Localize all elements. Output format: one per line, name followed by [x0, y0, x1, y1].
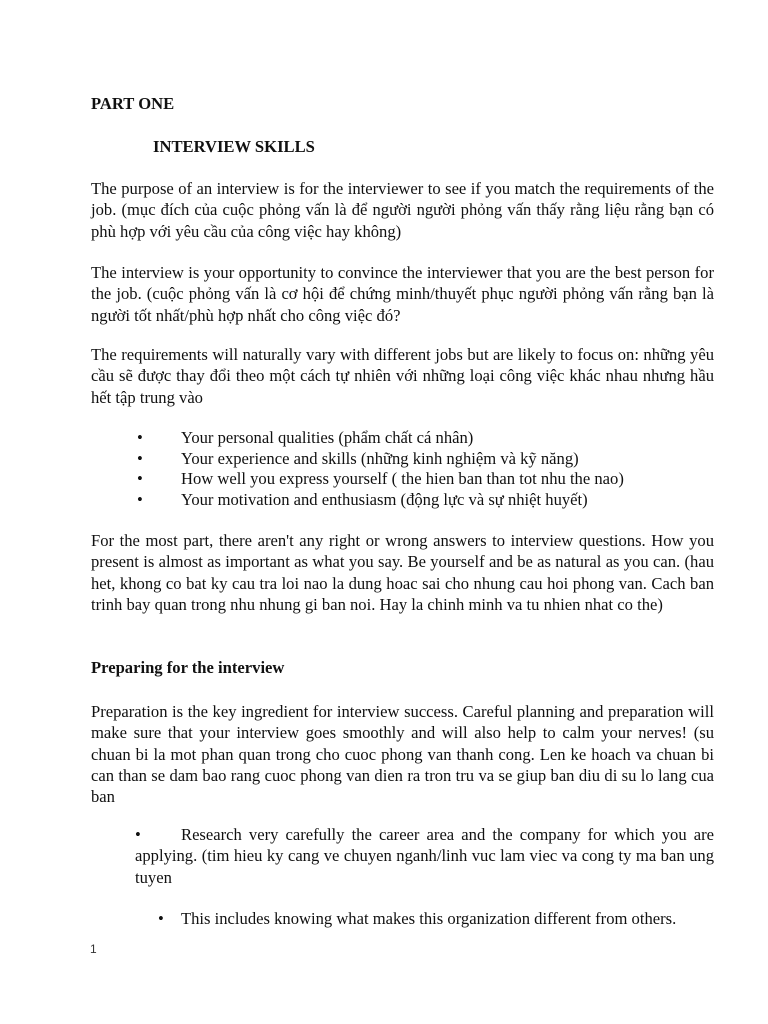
list-item [91, 449, 714, 470]
paragraph-preparation: Preparation is the key ingredient for interview success. Careful planning and preparation will make sure that your interview goes smoothly and will also help to calm your nerves! (su chuan bi la mot phan quan trong cho cuoc phong van thanh cong. Len ke hoach va chuan bi can than se dam bao rang cuoc phong van dien ra tron tru va se giup ban diu di su lo lang cua ban [91, 702, 714, 807]
paragraph-purpose: The purpose of an interview is for the interviewer to see if you match the requirements of the job. (mục đích của cuộc phỏng vấn là để người người phỏng vấn thấy rằng liệu rằng bạn có phù hợp với yêu cầu của công việc hay không) [91, 179, 714, 241]
paragraph-requirements: The requirements will naturally vary with different jobs but are likely to focus on: những yêu cầu sẽ được thay đổi theo một cách tự nhiên với những loại công việc khác nhau nhưng hầu hết tập trung vào [91, 345, 714, 407]
page-number: 1 [90, 942, 97, 956]
focus-list [91, 428, 714, 510]
part-title: PART ONE [91, 94, 175, 113]
bullet-icon: • [158, 909, 164, 928]
bullet-icon: • [137, 448, 143, 468]
bullet-icon: • [135, 825, 141, 844]
research-sub-bullet [158, 908, 718, 929]
research-bullet-text: Research very carefully the career area and the company for which you are applying. (tim hieu ky cang ve chuyen nganh/linh vuc lam viec va cong ty ma ban ung tuyen [135, 825, 714, 887]
list-item-text: Your motivation and enthusiasm (động lực và sự nhiệt huyết) [181, 489, 588, 509]
list-item-text: Your experience and skills (những kinh nghiệm và kỹ năng) [181, 448, 579, 468]
list-item [91, 469, 714, 490]
bullet-icon: • [137, 428, 143, 447]
list-item-text: How well you express yourself ( the hien ban than tot nhu the nao) [181, 469, 624, 488]
bullet-icon: • [137, 489, 143, 509]
list-item-text: Your personal qualities (phẩm chất cá nhân) [181, 428, 474, 447]
paragraph-answers: For the most part, there aren't any right or wrong answers to interview questions. How you present is almost as important as what you say. Be yourself and be as natural as you can. (hau het, khong co bat ky cau tra loi nao la dung hoac sai cho nhung cau hoi phong van. Cach ban trinh bay quan trong nhu nhung gi ban noi. Hay la chinh minh va tu nhien nhat co the) [91, 531, 714, 614]
list-item [91, 490, 714, 511]
section-title: INTERVIEW SKILLS [153, 137, 315, 156]
preparing-heading: Preparing for the interview [91, 658, 285, 677]
list-item [91, 428, 714, 449]
research-bullet [135, 824, 714, 888]
research-sub-bullet-text: This includes knowing what makes this organization different from others. [181, 909, 677, 928]
bullet-icon: • [137, 469, 143, 488]
paragraph-opportunity: The interview is your opportunity to convince the interviewer that you are the best person for the job. (cuộc phỏng vấn là cơ hội để chứng minh/thuyết phục người phỏng vấn rằng bạn là người tốt nhất/phù hợp nhất cho công việc đó? [91, 263, 714, 325]
